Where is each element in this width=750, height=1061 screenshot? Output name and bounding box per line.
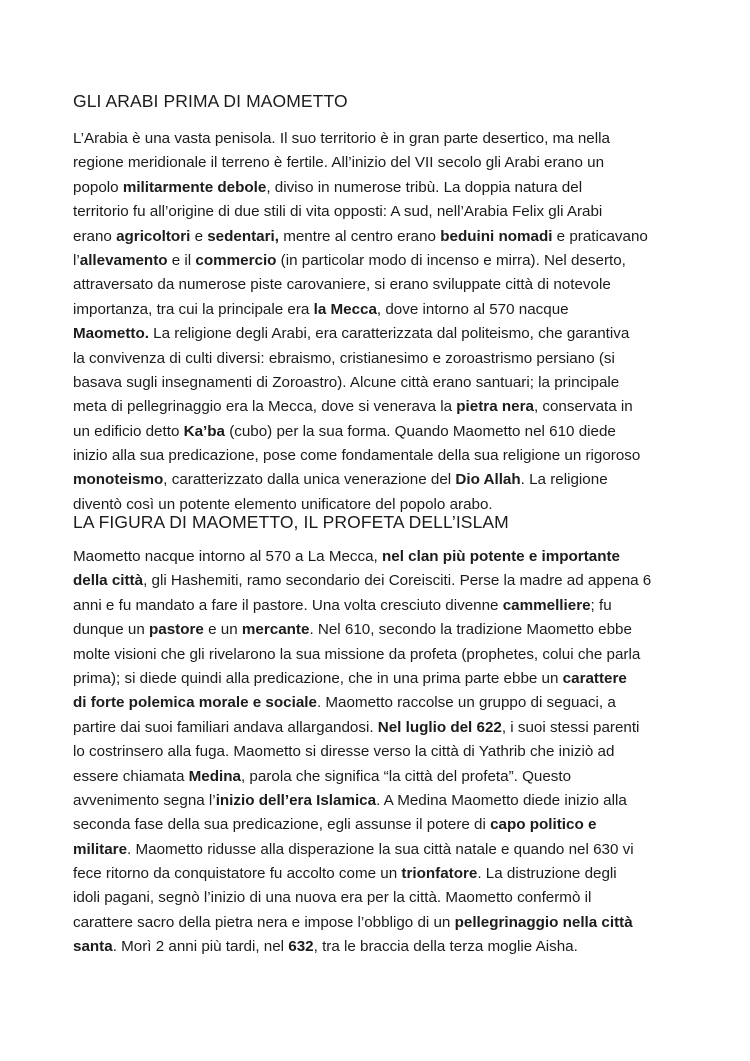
text-segment: , tra le braccia della terza moglie Aisha. (313, 938, 578, 956)
text-segment: (in particolar modo di incenso e mirra). Nel deserto, (276, 251, 626, 269)
text-segment: essere chiamata (73, 767, 189, 785)
text-segment: l’ (73, 251, 80, 269)
text-segment: avvenimento segna l’ (73, 791, 216, 809)
bold-text: capo politico e (490, 816, 597, 834)
text-segment: un edificio detto (73, 422, 184, 440)
text-line (73, 789, 685, 813)
bold-text: Nel luglio del 622 (377, 718, 502, 736)
text-segment: fece ritorno da conquistatore fu accolto come un (73, 865, 402, 883)
text-line (73, 911, 685, 935)
text-line (73, 716, 685, 740)
bold-text: militarmente debole (122, 178, 267, 196)
text-line (73, 838, 685, 862)
text-segment: anni e fu mandato a fare il pastore. Una volta cresciuto divenne (73, 596, 503, 614)
text-segment: carattere sacro della pietra nera e impose l’obbligo di un (73, 913, 455, 931)
text-segment: diventò così un potente elemento unificatore del popolo arabo. (73, 495, 493, 513)
bold-text: Medina (188, 767, 241, 785)
bold-text: Dio Allah (455, 471, 521, 489)
bold-text: agricoltori (116, 227, 191, 245)
text-segment: lo costrinsero alla fuga. Maometto si diresse verso la città di Yathrib che iniziò ad (73, 743, 615, 761)
paragraph-figure-of-muhammad (73, 545, 685, 960)
text-line (73, 322, 685, 346)
bold-text: trionfatore (401, 865, 478, 883)
text-segment: . Maometto raccolse un gruppo di seguaci, a (316, 694, 616, 712)
text-line (73, 935, 685, 959)
text-line (73, 569, 685, 593)
text-line (73, 273, 685, 297)
text-line (73, 347, 685, 371)
text-segment: partire dai suoi familiari andava allargandosi. (73, 718, 378, 736)
text-line (73, 862, 685, 886)
text-line (73, 151, 685, 175)
bold-text: monoteismo (73, 471, 164, 489)
bold-text: di forte polemica morale e sociale (73, 694, 317, 712)
text-segment: . A Medina Maometto diede inizio alla (376, 791, 627, 809)
text-line (73, 468, 685, 492)
text-segment: , parola che significa “la città del profeta”. Questo (240, 767, 572, 785)
text-segment: . La religione (520, 471, 608, 489)
text-segment: inizio alla sua predicazione, pose come fondamentale della sua religione un rigoroso (73, 447, 641, 465)
bold-text: mercante (241, 621, 310, 639)
text-segment: idoli pagani, segnò l’inizio di una nuova era per la città. Maometto confermò il (73, 889, 592, 907)
bold-text: commercio (195, 251, 277, 269)
text-segment: , conservata in (533, 398, 633, 416)
text-segment: e (190, 227, 208, 245)
paragraph-arabs-before-muhammad (73, 127, 685, 517)
text-segment: . La distruzione degli (477, 865, 617, 883)
text-segment: seconda fase della sua predicazione, egli assunse il potere di (73, 816, 491, 834)
bold-text: cammelliere (502, 596, 591, 614)
text-segment: e un (203, 621, 242, 639)
text-segment: erano (73, 227, 117, 245)
text-segment: la convivenza di culti diversi: ebraismo, cristianesimo e zoroastrismo persiano (si (73, 349, 615, 367)
section-heading-figure-of-muhammad: LA FIGURA DI MAOMETTO, IL PROFETA DELL’ISLAM (73, 512, 509, 532)
text-segment: , dove intorno al 570 nacque (376, 300, 569, 318)
bold-text: carattere (562, 669, 627, 687)
text-segment: meta di pellegrinaggio era la Mecca, dove si venerava la (73, 398, 457, 416)
text-line (73, 886, 685, 910)
bold-text: la Mecca (313, 300, 377, 318)
text-line (73, 249, 685, 273)
text-line (73, 200, 685, 224)
text-segment: e il (167, 251, 196, 269)
text-segment: mentre al centro erano (278, 227, 441, 245)
bold-text: militare (73, 840, 128, 858)
text-segment: , caratterizzato dalla unica venerazione del (163, 471, 456, 489)
text-segment: . Maometto ridusse alla disperazione la sua città natale e quando nel 630 vi (127, 840, 634, 858)
bold-text: pastore (149, 621, 204, 639)
text-line (73, 298, 685, 322)
text-segment: , i suoi stessi parenti (501, 718, 640, 736)
text-line (73, 225, 685, 249)
bold-text: inizio dell’era Islamica (215, 791, 377, 809)
bold-text: pellegrinaggio nella città (454, 913, 633, 931)
text-line (73, 444, 685, 468)
text-segment: popolo (73, 178, 123, 196)
text-line (73, 740, 685, 764)
text-segment: basava sugli insegnamenti di Zoroastro). Alcune città erano santuari; la principale (73, 373, 620, 391)
bold-text: allevamento (79, 251, 168, 269)
bold-text: 632 (288, 938, 314, 956)
text-line (73, 618, 685, 642)
text-segment: molte visioni che gli rivelarono la sua missione da profeta (prophetes, colui che parla (73, 645, 641, 663)
text-segment: , diviso in numerose tribù. La doppia natura del (266, 178, 583, 196)
bold-text: Maometto. (73, 325, 149, 343)
text-segment: (cubo) per la sua forma. Quando Maometto nel 610 diede (224, 422, 616, 440)
text-segment: attraversato da numerose piste carovaniere, si erano sviluppate città di notevole (73, 276, 611, 294)
bold-text: della città (73, 572, 144, 590)
text-line (73, 176, 685, 200)
bold-text: santa (73, 938, 113, 956)
text-line (73, 395, 685, 419)
bold-text: Ka’ba (183, 422, 225, 440)
text-line (73, 667, 685, 691)
text-segment: importanza, tra cui la principale era (73, 300, 314, 318)
bold-text: sedentari, (207, 227, 279, 245)
text-segment: prima); si diede quindi alla predicazione, che in una prima parte ebbe un (73, 669, 563, 687)
bold-text: nel clan più potente e importante (382, 548, 620, 565)
text-segment: dunque un (73, 621, 150, 639)
text-line (73, 765, 685, 789)
text-segment: . Nel 610, secondo la tradizione Maometto ebbe (309, 621, 632, 639)
text-segment: territorio fu all’origine di due stili di vita opposti: A sud, nell’Arabia Felix gli Arabi (73, 203, 603, 221)
text-line (73, 545, 685, 569)
bold-text: beduini nomadi (440, 227, 553, 245)
text-line (73, 127, 685, 151)
text-line (73, 691, 685, 715)
text-segment: . Morì 2 anni più tardi, nel (112, 938, 289, 956)
text-segment: Maometto nacque intorno al 570 a La Mecca, (73, 548, 383, 565)
text-segment: L’Arabia è una vasta penisola. Il suo territorio è in gran parte desertico, ma nella (73, 130, 610, 147)
text-line (73, 813, 685, 837)
text-line (73, 420, 685, 444)
text-line (73, 643, 685, 667)
text-segment: , gli Hashemiti, ramo secondario dei Coreisciti. Perse la madre ad appena 6 (143, 572, 652, 590)
text-segment: e praticavano (552, 227, 648, 245)
text-segment: La religione degli Arabi, era caratterizzata dal politeismo, che garantiva (148, 325, 630, 343)
text-line (73, 371, 685, 395)
text-segment: regione meridionale il terreno è fertile. All’inizio del VII secolo gli Arabi erano un (73, 154, 605, 172)
text-line (73, 594, 685, 618)
text-segment: ; fu (590, 596, 612, 614)
bold-text: pietra nera (456, 398, 534, 416)
section-heading-arabs-before-muhammad: GLI ARABI PRIMA DI MAOMETTO (73, 91, 348, 111)
